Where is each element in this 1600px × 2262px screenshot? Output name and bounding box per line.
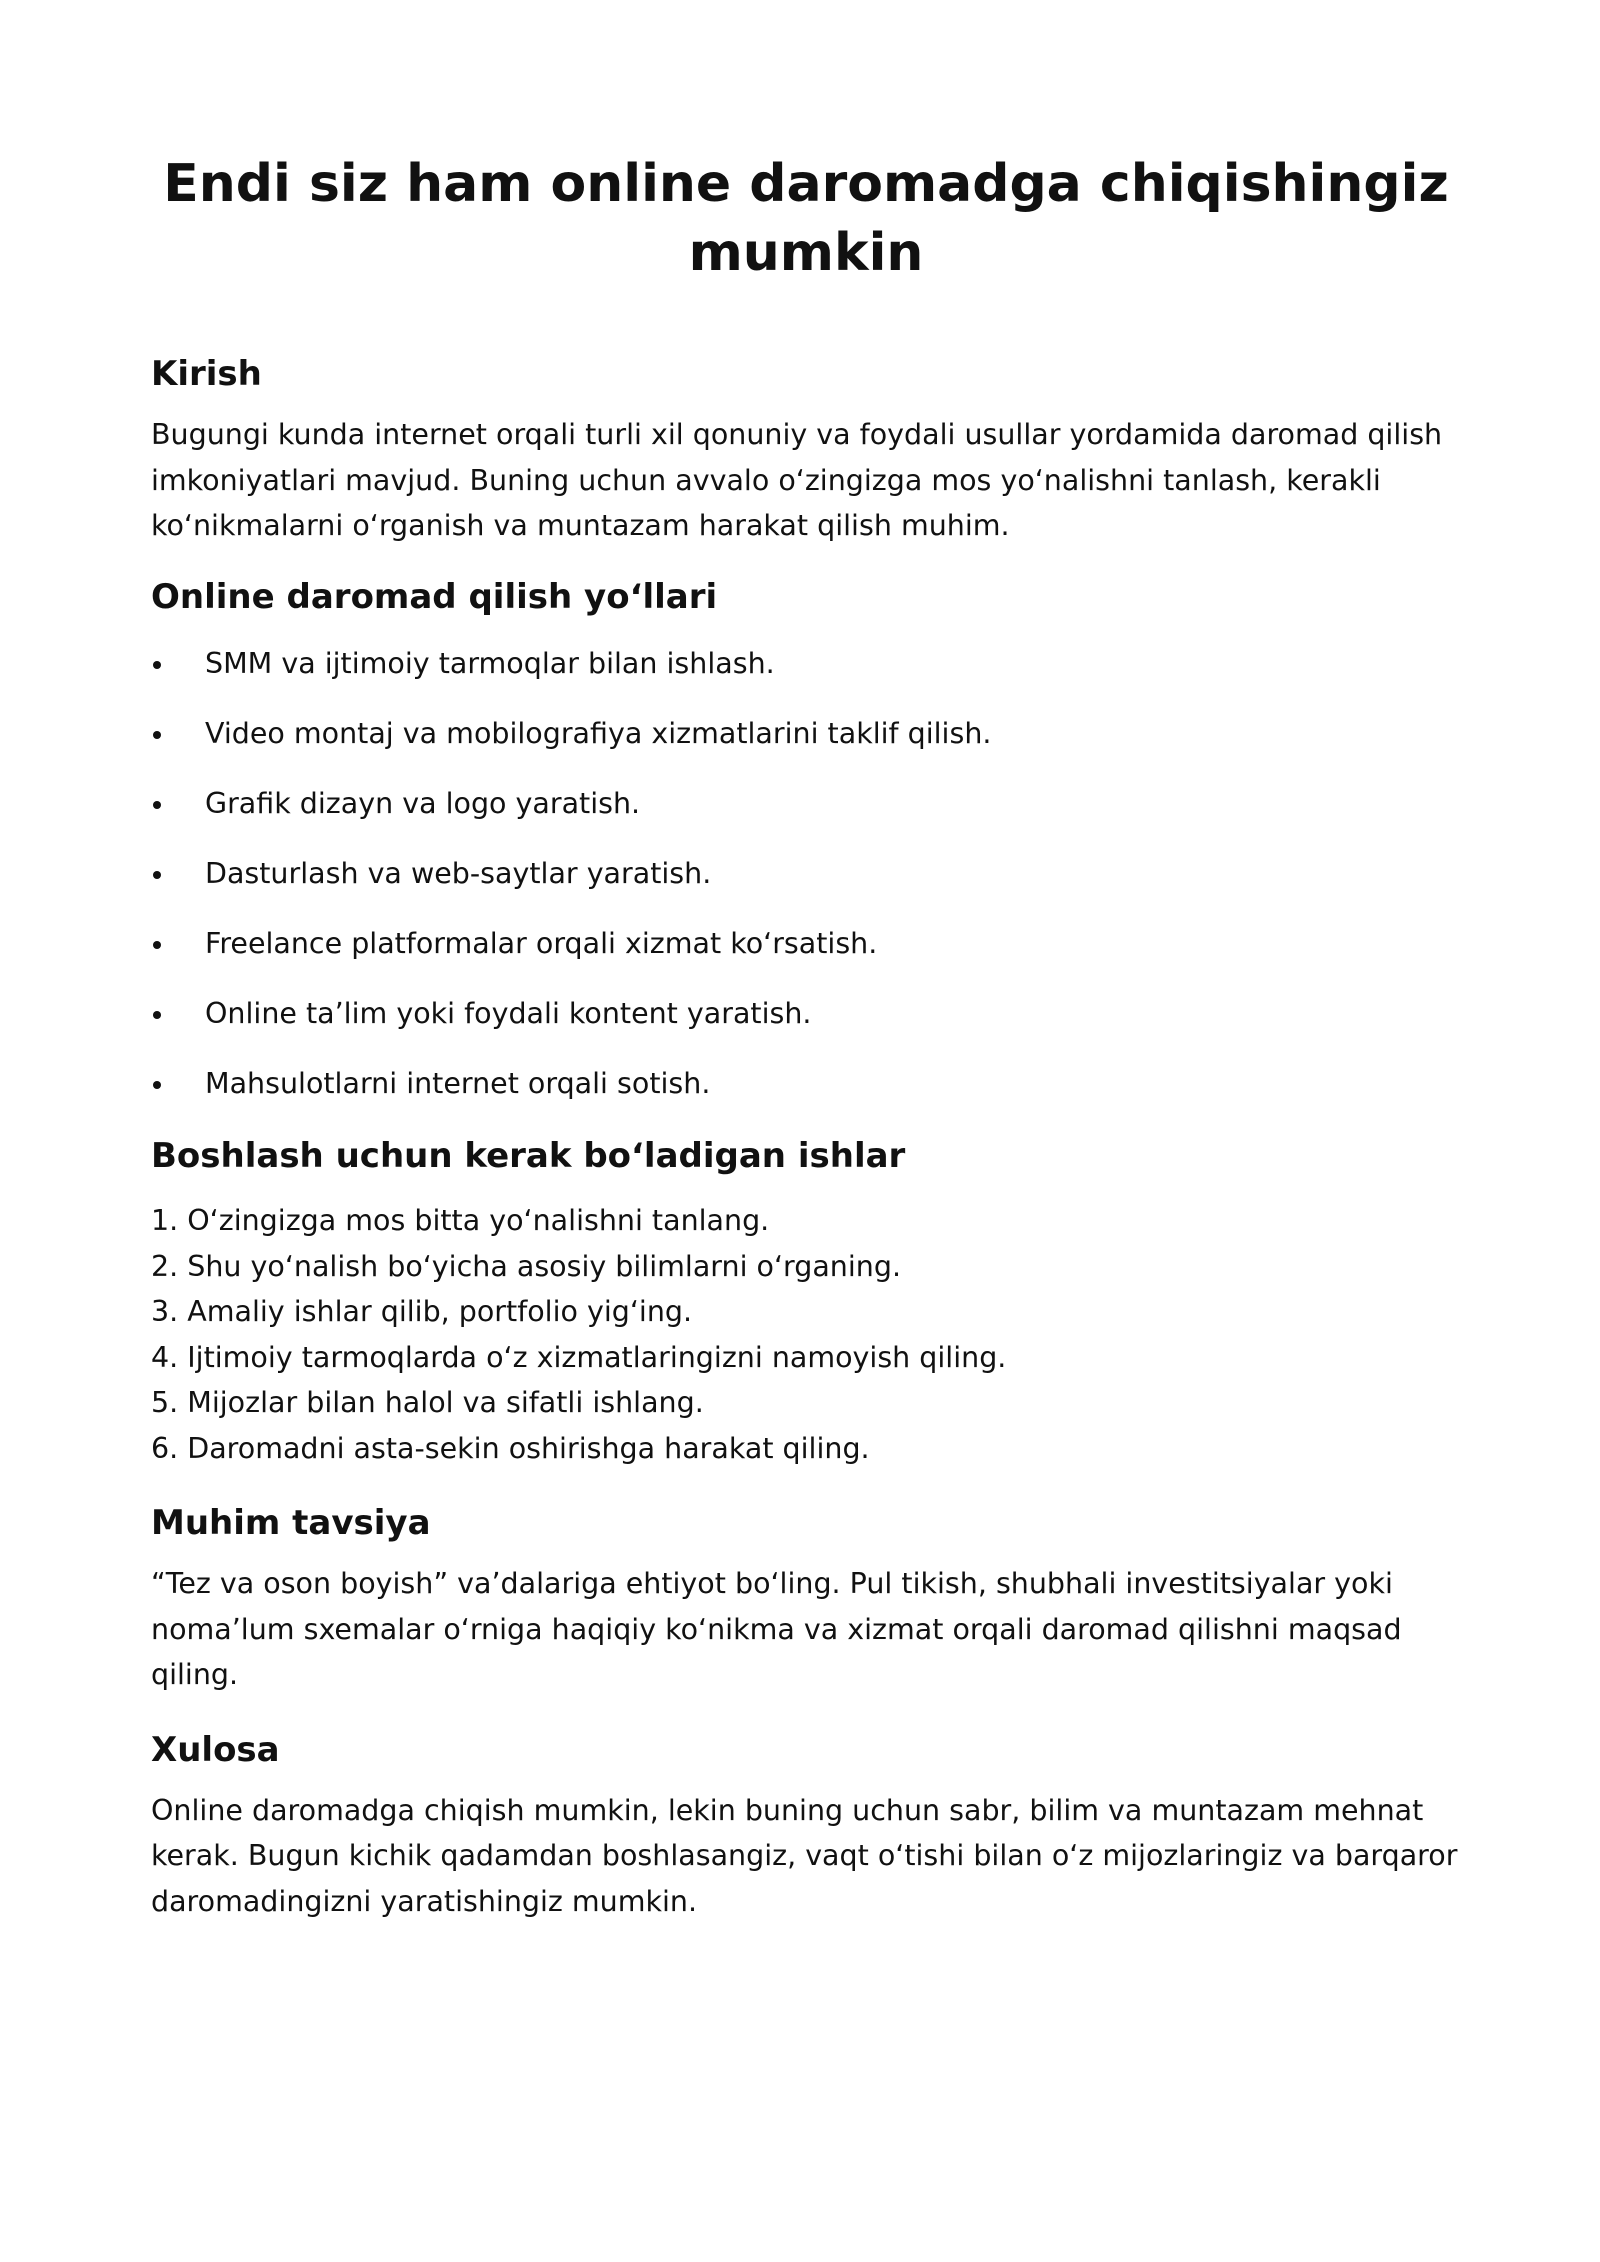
getting-started-steps xyxy=(151,1198,1461,1471)
list-item-text: Freelance platformalar orqali xizmat koʻrsatish. xyxy=(205,926,878,960)
bullet-icon xyxy=(153,1081,161,1089)
list-item-text: Online taʼlim yoki foydali kontent yaratish. xyxy=(205,996,812,1030)
bullet-icon xyxy=(153,661,161,669)
bullet-icon xyxy=(153,801,161,809)
section-heading-conclusion: Xulosa xyxy=(151,1729,280,1770)
list-item-text: Mahsulotlarni internet orqali sotish. xyxy=(205,1066,711,1100)
list-item xyxy=(151,781,1461,827)
section-heading-recommendation: Muhim tavsiya xyxy=(151,1503,431,1543)
list-item xyxy=(151,991,1461,1037)
bullet-icon xyxy=(153,731,161,739)
list-item xyxy=(151,711,1461,757)
step-item: 3. Amaliy ishlar qilib, portfolio yigʻing. xyxy=(151,1295,693,1328)
bullet-icon xyxy=(153,1011,161,1019)
list-item xyxy=(151,641,1461,687)
section-heading-online-methods: Online daromad qilish yoʻllari xyxy=(151,576,718,617)
list-item xyxy=(151,1061,1461,1107)
section-heading-kirish: Kirish xyxy=(151,354,262,394)
section-heading-getting-started: Boshlash uchun kerak boʻladigan ishlar xyxy=(151,1136,906,1176)
list-item-text: Dasturlash va web-saytlar yaratish. xyxy=(205,856,712,890)
step-item: 5. Mijozlar bilan halol va sifatli ishlang. xyxy=(151,1386,704,1419)
list-item-text: Grafik dizayn va logo yaratish. xyxy=(205,786,641,820)
step-item: 4. Ijtimoiy tarmoqlarda oʻz xizmatlaringizni namoyish qiling. xyxy=(151,1340,1007,1374)
bullet-icon xyxy=(153,871,161,879)
list-item xyxy=(151,921,1461,967)
list-item xyxy=(151,851,1461,897)
online-methods-list xyxy=(151,641,1461,1107)
step-item: 2. Shu yoʻnalish boʻyicha asosiy bilimlarni oʻrganing. xyxy=(151,1249,902,1283)
recommendation-paragraph: “Tez va oson boyish” vaʼdalariga ehtiyot boʻling. Pul tikish, shubhali investitsiyalar yoki nomaʼlum sxemalar oʻrniga haqiqiy koʻnikma va xizmat orqali daromad qilishni maqsad qiling. xyxy=(151,1567,1402,1691)
list-item-text: SMM va ijtimoiy tarmoqlar bilan ishlash. xyxy=(205,646,775,680)
step-item: 6. Daromadni asta-sekin oshirishga harakat qiling. xyxy=(151,1431,870,1465)
step-item: 1. Oʻzingizga mos bitta yoʻnalishni tanlang. xyxy=(151,1204,770,1237)
bullet-icon xyxy=(153,941,161,949)
document-title: Endi siz ham online daromadga chiqishingiz mumkin xyxy=(163,154,1449,283)
intro-paragraph: Bugungi kunda internet orqali turli xil qonuniy va foydali usullar yordamida daromad qilish imkoniyatlari mavjud. Buning uchun avvalo oʻzingizga mos yoʻnalishni tanlash, kerakli koʻnikmalarni oʻrganish va muntazam harakat qilish muhim. xyxy=(151,418,1443,542)
list-item-text: Video montaj va mobilografiya xizmatlarini taklif qilish. xyxy=(205,716,992,750)
conclusion-paragraph: Online daromadga chiqish mumkin, lekin buning uchun sabr, bilim va muntazam mehnat kerak. Bugun kichik qadamdan boshlasangiz, vaqt oʻtishi bilan oʻz mijozlaringiz va barqaror daromadingizni yaratishingiz mumkin. xyxy=(151,1793,1458,1918)
document-page xyxy=(151,150,1461,1924)
